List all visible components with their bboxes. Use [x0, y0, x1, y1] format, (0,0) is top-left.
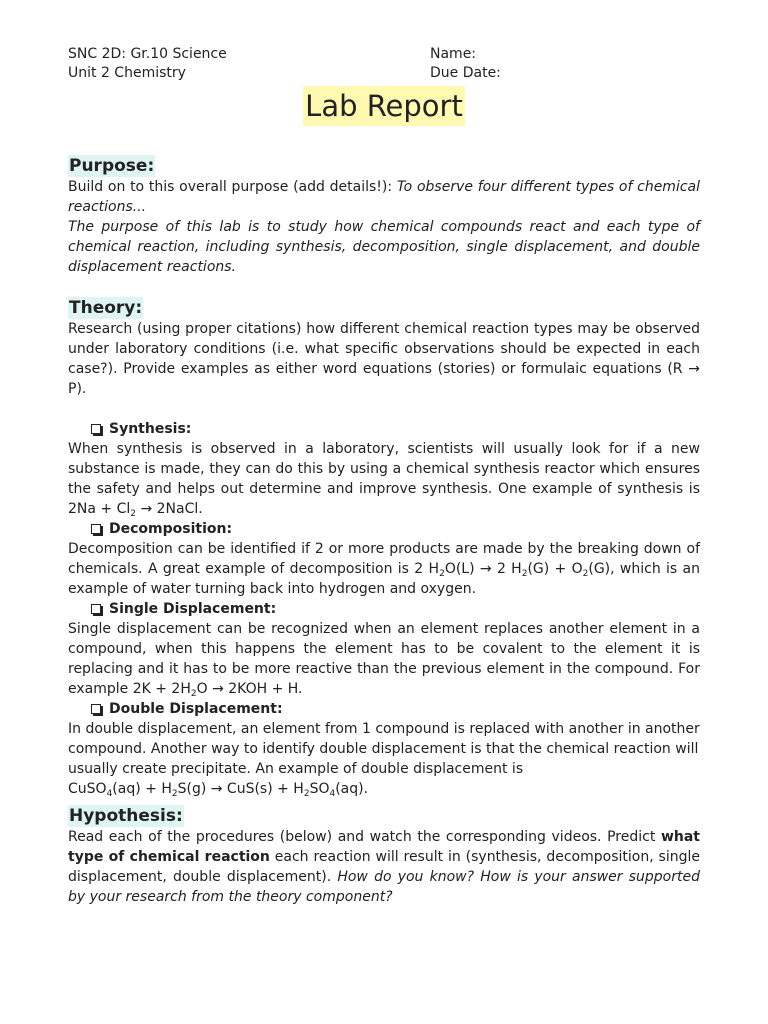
purpose-lead-text: Build on to this overall purpose (add details!):	[68, 179, 393, 195]
title-wrap	[0, 86, 768, 126]
purpose-section	[68, 155, 700, 277]
checkbox-icon	[91, 704, 101, 714]
hypothesis-bold: what type of chemical reaction	[68, 829, 700, 865]
report-body	[68, 155, 700, 907]
double-displacement-bullet	[91, 699, 700, 719]
synthesis-label: Synthesis:	[109, 421, 192, 437]
single-displacement-text: Single displacement can be recognized when an element replaces another element in a compound, when this happens the element has to be covalent to the element it is replacing and it has to be more reactive than the previous element in the compound. For example $2K + 2H_2O \to 2KOH + H$.	[68, 621, 700, 699]
purpose-lead	[68, 177, 700, 217]
single-displacement-label: Single Displacement:	[109, 601, 277, 617]
checkbox-icon	[91, 604, 101, 614]
decomposition-text: Decomposition can be identified if 2 or more products are made by the breaking down of chemicals. A great example of decomposition is 2 $H_2O(L) \to 2$ $H_2(G) + O_2(G)$, which is an example of water turning back into hydrogen and oxygen.	[68, 541, 701, 597]
name-label: Name:	[430, 46, 477, 62]
hypothesis-section	[68, 805, 700, 907]
theory-heading: Theory:	[69, 298, 143, 318]
theory-intro: Research (using proper citations) how different chemical reaction types may be observed under laboratory conditions (i.e. what specific observations should be expected in each case?). Provide examples as either word equations (stories) or formulaic equations (R → P).	[68, 321, 700, 397]
decomposition-label: Decomposition:	[109, 521, 233, 537]
purpose-lead-italic: To observe four different types of chemical reactions...	[68, 179, 700, 215]
double-displacement-text: In double displacement, an element from 1 compound is replaced with another in another compound. Another way to identify double displacement is that the chemical reaction will usually create precipitate. An example of double displacement is	[68, 721, 700, 777]
synthesis-text: When synthesis is observed in a laboratory, scientists will usually look for if a new substance is made, they can do this by using a chemical synthesis reactor which ensures the safety and helps out determine and improve synthesis. One example of synthesis is $2Na + Cl_2$ → 2NaCl.	[68, 441, 700, 519]
double-displacement-equation: CuSO$_4$(aq) + $H_2S(g) \to CuS(s) + H_2SO_4(aq)$.	[68, 781, 369, 799]
double-displacement-label: Double Displacement:	[109, 701, 283, 717]
purpose-body: The purpose of this lab is to study how chemical compounds react and each type of chemical reaction, including synthesis, decomposition, single displacement, and double displacement reactions.	[68, 219, 700, 275]
unit-name: Unit 2 Chemistry	[68, 65, 186, 81]
hypothesis-italic: How do you know? How is your answer supported by your research from the theory component?	[68, 869, 700, 905]
hypothesis-heading: Hypothesis:	[69, 806, 183, 826]
decomposition-bullet	[91, 519, 700, 539]
checkbox-icon	[91, 424, 101, 434]
course-name: SNC 2D: Gr.10 Science	[68, 46, 227, 62]
student-info	[430, 45, 501, 83]
purpose-heading: Purpose:	[69, 156, 155, 176]
hypothesis-text: Read each of the procedures (below) and watch the corresponding videos. Predict what type of chemical reaction each reaction will result in (synthesis, decomposition, single displacement, double displacement). How do you know? How is your answer supported by your research from the theory component?	[68, 829, 700, 905]
course-info	[68, 45, 227, 83]
page-title: Lab Report	[303, 86, 465, 126]
checkbox-icon	[91, 524, 101, 534]
single-displacement-bullet	[91, 599, 700, 619]
due-date-label: Due Date:	[430, 65, 501, 81]
synthesis-bullet	[91, 419, 700, 439]
theory-section	[68, 297, 700, 799]
